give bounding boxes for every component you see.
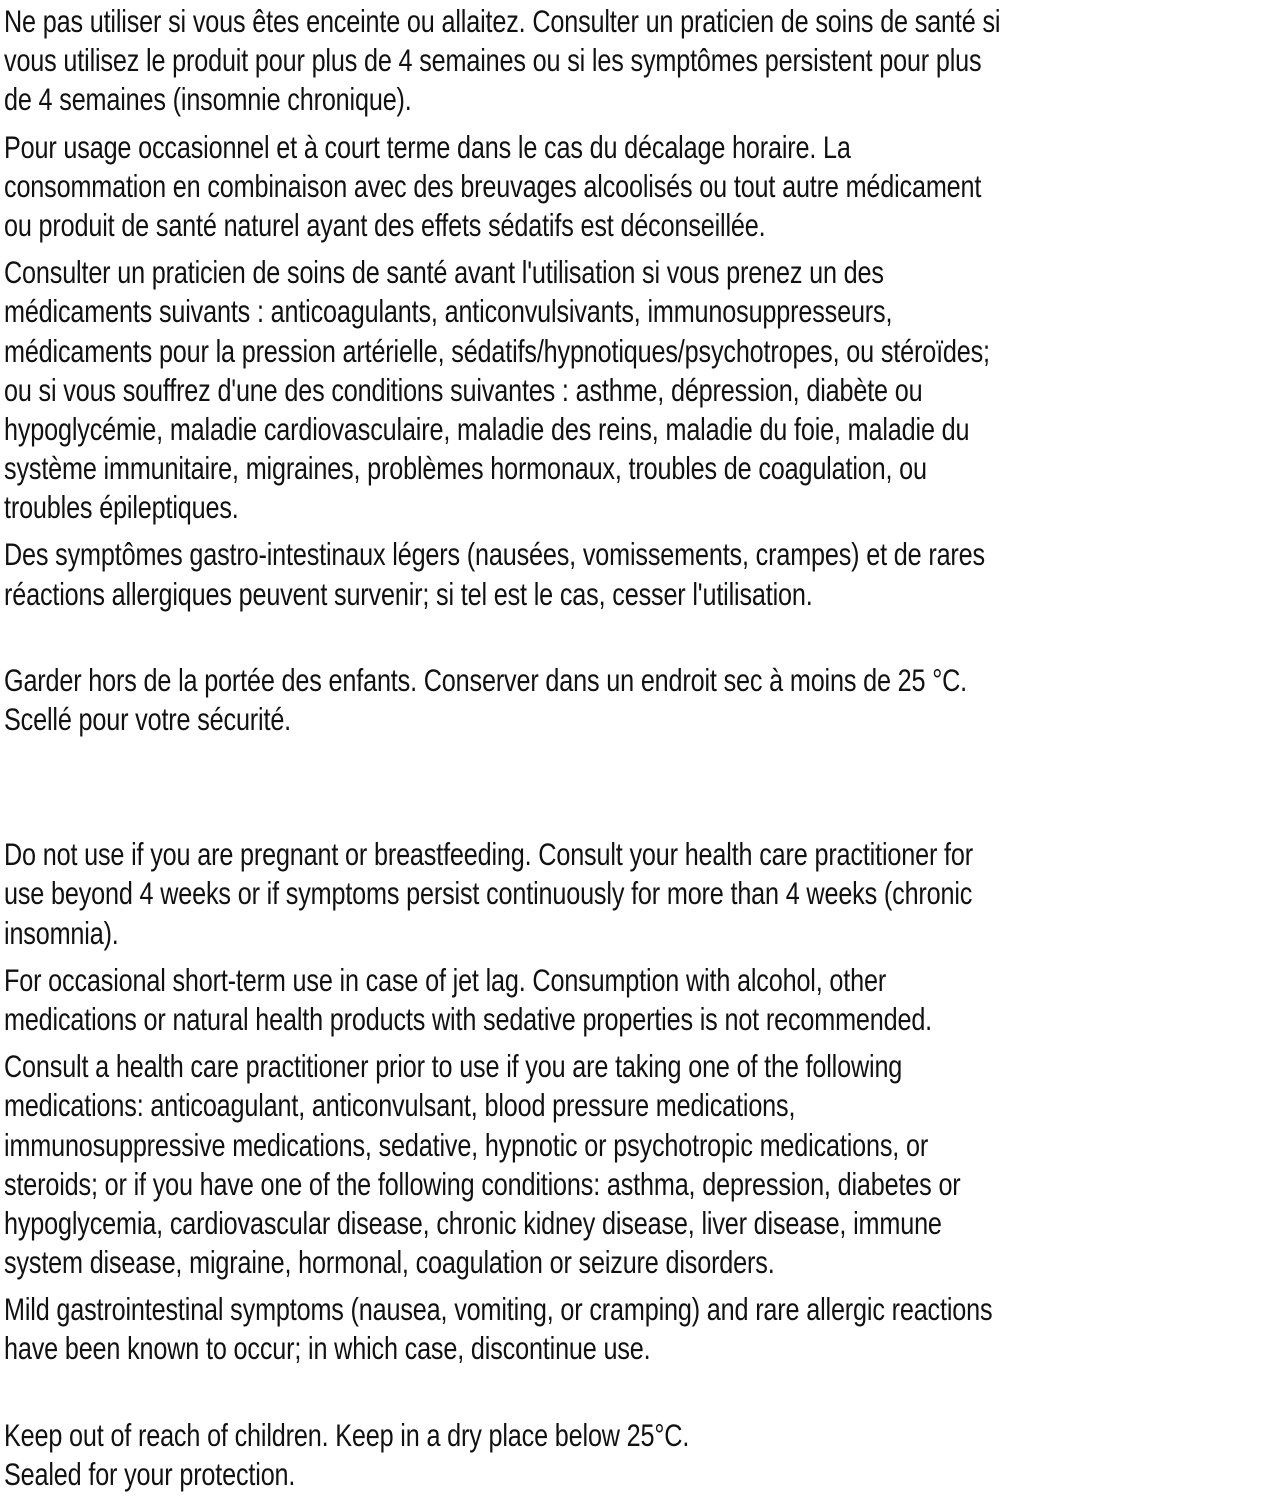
fr-medications-warning	[4, 253, 1273, 527]
text-line: Mild gastrointestinal symptoms (nausea, vomiting, or cramping) and rare allergic reactions	[4, 1291, 993, 1328]
en-pregnancy-warning	[4, 835, 1273, 953]
text-line: steroids; or if you have one of the following conditions: asthma, depression, diabetes or	[4, 1165, 961, 1202]
en-jet-lag-warning	[4, 961, 1273, 1039]
text-line: use beyond 4 weeks or if symptoms persist continuously for more than 4 weeks (chronic	[4, 875, 973, 912]
en-storage	[4, 1416, 1273, 1494]
text-line: Des symptômes gastro-intestinaux légers (nausées, vomissements, crampes) et de rares	[4, 536, 985, 573]
text-line: Consult a health care practitioner prior to use if you are taking one of the following	[4, 1048, 903, 1085]
text-line: medications or natural health products with sedative properties is not recommended.	[4, 1000, 933, 1037]
text-line: réactions allergiques peuvent survenir; si tel est le cas, cesser l'utilisation.	[4, 575, 813, 612]
english-section	[4, 835, 1273, 1494]
text-line: hypoglycémie, maladie cardiovasculaire, maladie des reins, maladie du foie, maladie du	[4, 410, 970, 447]
text-line: ou produit de santé naturel ayant des effets sédatifs est déconseillée.	[4, 206, 766, 243]
en-side-effects	[4, 1290, 1273, 1368]
text-line: Ne pas utiliser si vous êtes enceinte ou allaitez. Consulter un praticien de soins de santé si	[4, 3, 1001, 39]
fr-jet-lag-warning	[4, 128, 1273, 246]
fr-pregnancy-warning	[4, 2, 1273, 120]
french-section	[4, 2, 1273, 739]
fr-side-effects	[4, 535, 1273, 613]
text-line: système immunitaire, migraines, problèmes hormonaux, troubles de coagulation, ou	[4, 450, 927, 487]
text-line: de 4 semaines (insomnie chronique).	[4, 81, 412, 118]
text-line: troubles épileptiques.	[4, 489, 239, 526]
text-line: insomnia).	[4, 914, 119, 951]
text-line: Garder hors de la portée des enfants. Conserver dans un endroit sec à moins de 25 °C.	[4, 661, 968, 698]
text-line: médicaments suivants : anticoagulants, anticonvulsivants, immunosuppresseurs,	[4, 293, 893, 330]
text-line: Pour usage occasionnel et à court terme dans le cas du décalage horaire. La	[4, 128, 851, 165]
text-line: Sealed for your protection.	[4, 1455, 296, 1492]
text-line: medications: anticoagulant, anticonvulsant, blood pressure medications,	[4, 1087, 796, 1124]
text-line: Do not use if you are pregnant or breastfeeding. Consult your health care practitioner for	[4, 836, 973, 873]
text-line: ou si vous souffrez d'une des conditions suivantes : asthme, dépression, diabète ou	[4, 371, 923, 408]
text-line: For occasional short-term use in case of jet lag. Consumption with alcohol, other	[4, 961, 887, 998]
text-line: médicaments pour la pression artérielle, sédatifs/hypnotiques/psychotropes, ou stéroïdes;	[4, 332, 990, 369]
text-line: Consulter un praticien de soins de santé avant l'utilisation si vous prenez un des	[4, 254, 884, 291]
text-line: consommation en combinaison avec des breuvages alcoolisés ou tout autre médicament	[4, 167, 982, 204]
text-line: vous utilisez le produit pour plus de 4 semaines ou si les symptômes persistent pour plus	[4, 42, 982, 79]
text-line: Scellé pour votre sécurité.	[4, 701, 292, 737]
text-line: have been known to occur; in which case, discontinue use.	[4, 1330, 651, 1367]
label-text-document	[4, 0, 1273, 1494]
text-line: hypoglycemia, cardiovascular disease, chronic kidney disease, liver disease, immune	[4, 1204, 942, 1241]
text-line: Keep out of reach of children. Keep in a dry place below 25°C.	[4, 1416, 690, 1453]
text-line: system disease, migraine, hormonal, coagulation or seizure disorders.	[4, 1244, 775, 1281]
fr-storage	[4, 661, 1273, 739]
en-medications-warning	[4, 1047, 1273, 1282]
text-line: immunosuppressive medications, sedative, hypnotic or psychotropic medications, or	[4, 1126, 929, 1163]
